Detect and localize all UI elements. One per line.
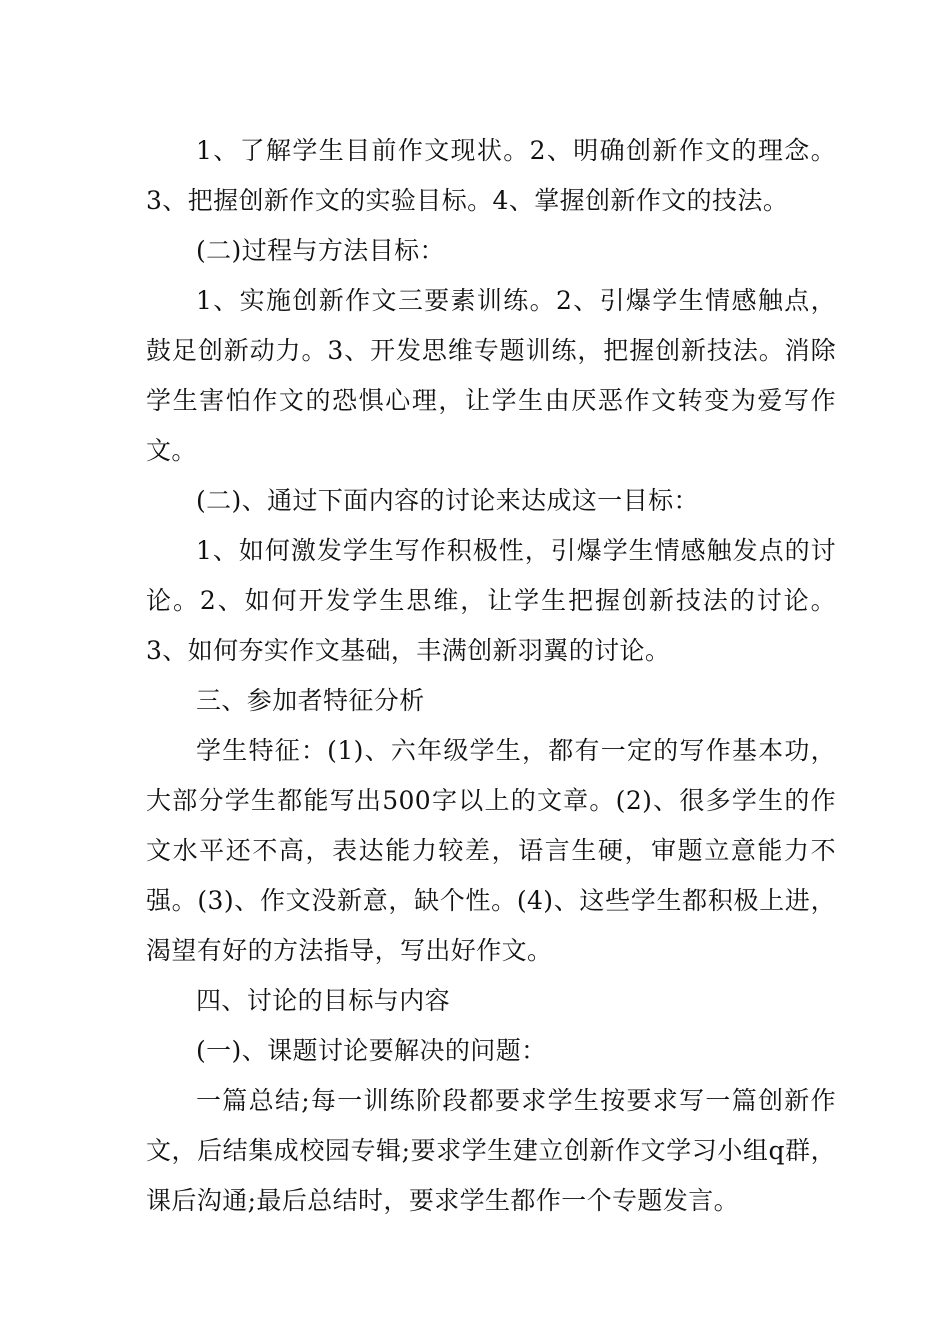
document-body (146, 126, 836, 1226)
paragraph-knowledge-goals: 1、了解学生目前作文现状。2、明确创新作文的理念。3、把握创新作文的实验目标。4、掌握创新作文的技法。 (146, 136, 836, 215)
paragraph-discussion-approach: 1、如何激发学生写作积极性，引爆学生情感触发点的讨论。2、如何开发学生思维，让学生把握创新技法的讨论。3、如何夯实作文基础，丰满创新羽翼的讨论。 (146, 536, 836, 665)
paragraph-student-characteristics: 学生特征：(1)、六年级学生，都有一定的写作基本功，大部分学生都能写出500字以上的文章。(2)、很多学生的作文水平还不高，表达能力较差，语言生硬，审题立意能力不强。(3)、作文没新意，缺个性。(4)、这些学生都积极上进，渴望有好的方法指导，写出好作文。 (146, 736, 836, 965)
paragraph-summary-requirements: 一篇总结;每一训练阶段都要求学生按要求写一篇创新作文，后结集成校园专辑;要求学生建立创新作文学习小组q群，课后沟通;最后总结时，要求学生都作一个专题发言。 (146, 1086, 836, 1215)
heading-participant-analysis: 三、参加者特征分析 (196, 686, 425, 715)
heading-process-method-goals: (二)过程与方法目标： (196, 236, 445, 265)
heading-discussion-approach: (二)、通过下面内容的讨论来达成这一目标： (196, 486, 699, 515)
paragraph-process-method-goals: 1、实施创新作文三要素训练。2、引爆学生情感触点，鼓足创新动力。3、开发思维专题训练，把握创新技法。消除学生害怕作文的恐惧心理，让学生由厌恶作文转变为爱写作文。 (146, 286, 836, 465)
heading-discussion-goals-content: 四、讨论的目标与内容 (196, 986, 451, 1015)
heading-problems-to-solve: (一)、课题讨论要解决的问题： (196, 1036, 547, 1065)
